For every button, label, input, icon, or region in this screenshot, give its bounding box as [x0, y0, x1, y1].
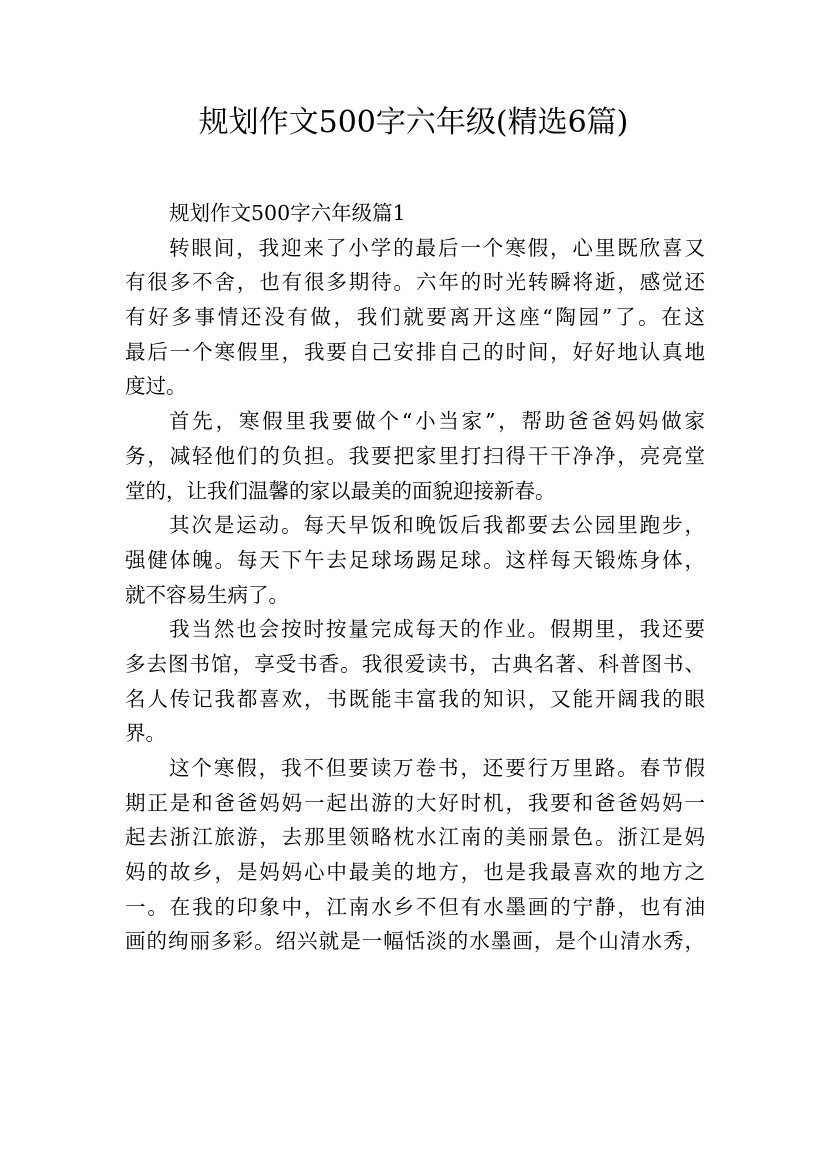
paragraph-line: 强健体魄。每天下午去足球场踢足球。这样每天锻炼身体，: [125, 547, 705, 572]
document-title: 规划作文500字六年级(精选6篇): [198, 105, 629, 140]
paragraph-line: 一。在我的印象中，江南水乡不但有水墨画的宁静，也有油: [125, 894, 705, 919]
paragraph-line: 起去浙江旅游，去那里领略枕水江南的美丽景色。浙江是妈: [125, 825, 705, 850]
document-body: [125, 196, 705, 959]
paragraph-line: 最后一个寒假里，我要自己安排自己的时间，好好地认真地: [125, 339, 705, 364]
paragraph-line: 画的绚丽多彩。绍兴就是一幅恬淡的水墨画，是个山清水秀，: [125, 929, 705, 954]
paragraph-line: 界。: [125, 721, 166, 746]
paragraph-line: 其次是运动。每天早饭和晚饭后我都要去公园里跑步，: [169, 513, 705, 538]
paragraph-line: 有好多事情还没有做，我们就要离开这座“陶园”了。在这: [125, 305, 705, 330]
paragraph-line: 名人传记我都喜欢，书既能丰富我的知识，又能开阔我的眼: [125, 686, 705, 711]
paragraph-line: 就不容易生病了。: [125, 582, 289, 607]
paragraph-line: 堂的，让我们温馨的家以最美的面貌迎接新春。: [125, 478, 556, 503]
paragraph-line: 度过。: [125, 374, 187, 399]
paragraph-line: 我当然也会按时按量完成每天的作业。假期里，我还要: [169, 617, 705, 642]
paragraph-line: 首先，寒假里我要做个“小当家”，帮助爸爸妈妈做家: [169, 409, 705, 434]
paragraph-line: 妈的故乡，是妈妈心中最美的地方，也是我最喜欢的地方之: [125, 860, 705, 885]
paragraph-line: 期正是和爸爸妈妈一起出游的大好时机，我要和爸爸妈妈一: [125, 790, 705, 815]
paragraph-line: 务，减轻他们的负担。我要把家里打扫得干干净净，亮亮堂: [125, 443, 705, 468]
section-heading: 规划作文500字六年级篇1: [169, 201, 406, 225]
paragraph-line: 转眼间，我迎来了小学的最后一个寒假，心里既欣喜又: [169, 235, 705, 260]
paragraph-line: 多去图书馆，享受书香。我很爱读书，古典名著、科普图书、: [125, 651, 705, 676]
paragraph-line: 这个寒假，我不但要读万卷书，还要行万里路。春节假: [169, 756, 705, 780]
paragraph-line: 有很多不舍，也有很多期待。六年的时光转瞬将逝，感觉还: [125, 270, 705, 295]
